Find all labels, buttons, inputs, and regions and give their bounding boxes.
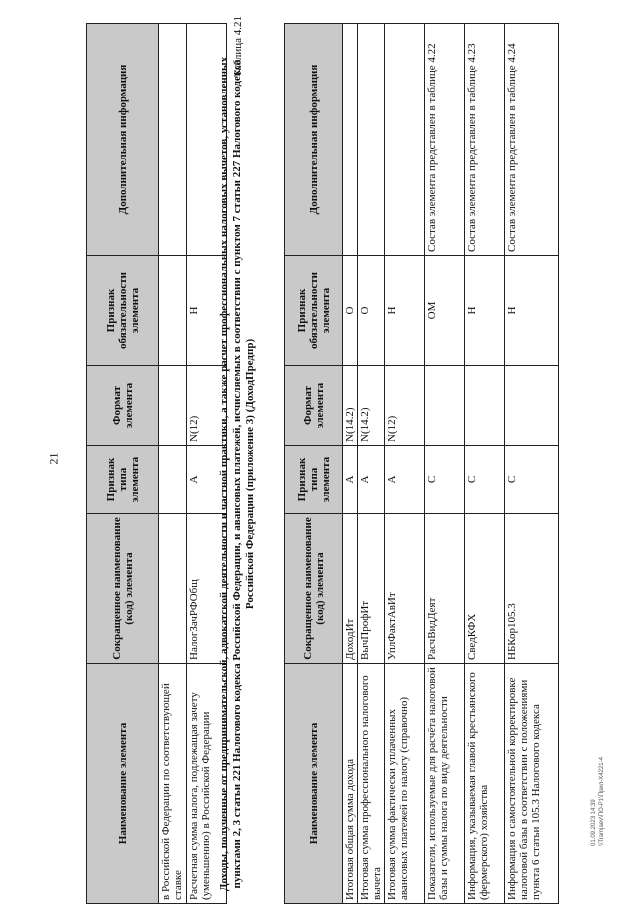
top-header-required: Признак обязательности элемента <box>87 256 159 366</box>
main-header-info: Дополнительная информация <box>285 24 343 256</box>
cell: Показатели, используемые для расчёта налоговой базы и суммы налога по виду деятельности <box>425 664 465 904</box>
cell: НБКор105.3 <box>505 514 559 664</box>
cell: Н <box>187 256 227 366</box>
cell <box>385 24 425 256</box>
top-header-code: Сокращенное наименование (код) элемента <box>87 514 159 664</box>
cell: С <box>465 446 505 514</box>
cell: С <box>505 446 559 514</box>
table-row <box>159 24 187 904</box>
footer-line-1: 01.09.2023 14:39 <box>591 799 597 846</box>
cell: в Российской Федерации по соответствующей ставке <box>159 664 187 904</box>
cell: Итоговая сумма фактически уплаченных авансовых платежей по налогу (справочно) <box>385 664 425 904</box>
cell: Состав элемента представлен в таблице 4.24 <box>505 24 559 256</box>
main-header-name: Наименование элемента <box>285 664 343 904</box>
top-header-info: Дополнительная информация <box>87 24 159 256</box>
cell <box>505 366 559 446</box>
cell: N(12) <box>187 366 227 446</box>
cell: Н <box>505 256 559 366</box>
cell <box>465 366 505 446</box>
top-header-name: Наименование элемента <box>87 664 159 904</box>
table-row <box>505 24 559 904</box>
cell: Н <box>465 256 505 366</box>
cell: ОМ <box>425 256 465 366</box>
cell <box>425 366 465 446</box>
cell: N(14.2) <box>358 366 385 446</box>
cell: РасчВидДеят <box>425 514 465 664</box>
cell: Состав элемента представлен в таблице 4.22 <box>425 24 465 256</box>
cell: УплФактАвИт <box>385 514 425 664</box>
cell: N(14.2) <box>343 366 358 446</box>
cell <box>159 366 187 446</box>
cell: Состав элемента представлен в таблице 4.23 <box>465 24 505 256</box>
top-table <box>86 23 227 904</box>
table-row <box>358 24 385 904</box>
cell: А <box>187 446 227 514</box>
page-number: 21 <box>46 452 61 465</box>
table-caption: Доходы, полученные от предпринимательской, адвокатской деятельности и частной практики, а также расчет профессиональных налоговых вычетов, установленных пунктами 2, 3 статьи 221 Налогового кодекса Российской Федерации, и авансовых платежей, исчисляемых в соответствии с пунктом 7 статьи 227 Налогового кодекса Российской Федерации (приложение 3) (ДоходПредпр) <box>218 56 256 892</box>
table-label: Таблица 4.21 <box>232 16 244 77</box>
cell: О <box>343 256 358 366</box>
footer-line-2: \\Tramjaev\ПО-Р1\Прил-X4221-4 <box>599 757 605 846</box>
cell: А <box>343 446 358 514</box>
table-row <box>425 24 465 904</box>
cell: А <box>385 446 425 514</box>
cell: Информация, указываемая главой крестьянского (фермерского) хозяйства <box>465 664 505 904</box>
cell <box>343 24 358 256</box>
cell: ВычПрофИт <box>358 514 385 664</box>
cell: О <box>358 256 385 366</box>
cell: Н <box>385 256 425 366</box>
cell <box>159 514 187 664</box>
footer-stamp <box>590 686 606 846</box>
table-row <box>343 24 358 904</box>
cell <box>358 24 385 256</box>
top-header-format: Формат элемента <box>87 366 159 446</box>
cell: Информация о самостоятельной корректировке налоговой базы в соответствии с положениями пункта 6 статьи 105.3 Налогового кодекса <box>505 664 559 904</box>
cell: Итоговая общая сумма дохода <box>343 664 358 904</box>
cell: С <box>425 446 465 514</box>
cell <box>159 24 187 256</box>
cell: НалогЗачРФОбщ <box>187 514 227 664</box>
table-row <box>385 24 425 904</box>
cell: Расчетная сумма налога, подлежащая зачету (уменьшению) в Российской Федерации <box>187 664 227 904</box>
cell: СведКФХ <box>465 514 505 664</box>
main-header-format: Формат элемента <box>285 366 343 446</box>
cell: ДоходИт <box>343 514 358 664</box>
cell <box>159 256 187 366</box>
table-row <box>465 24 505 904</box>
main-header-required: Признак обязательности элемента <box>285 256 343 366</box>
cell <box>159 446 187 514</box>
top-table-wrap <box>86 23 227 904</box>
main-header-type: Признак типа элемента <box>285 446 343 514</box>
main-table-wrap <box>284 23 559 904</box>
main-header-code: Сокращенное наименование (код) элемента <box>285 514 343 664</box>
cell: N(12) <box>385 366 425 446</box>
top-header-type: Признак типа элемента <box>87 446 159 514</box>
cell: Итоговая сумма профессионального налогового вычета <box>358 664 385 904</box>
main-table <box>284 23 559 904</box>
cell: А <box>358 446 385 514</box>
